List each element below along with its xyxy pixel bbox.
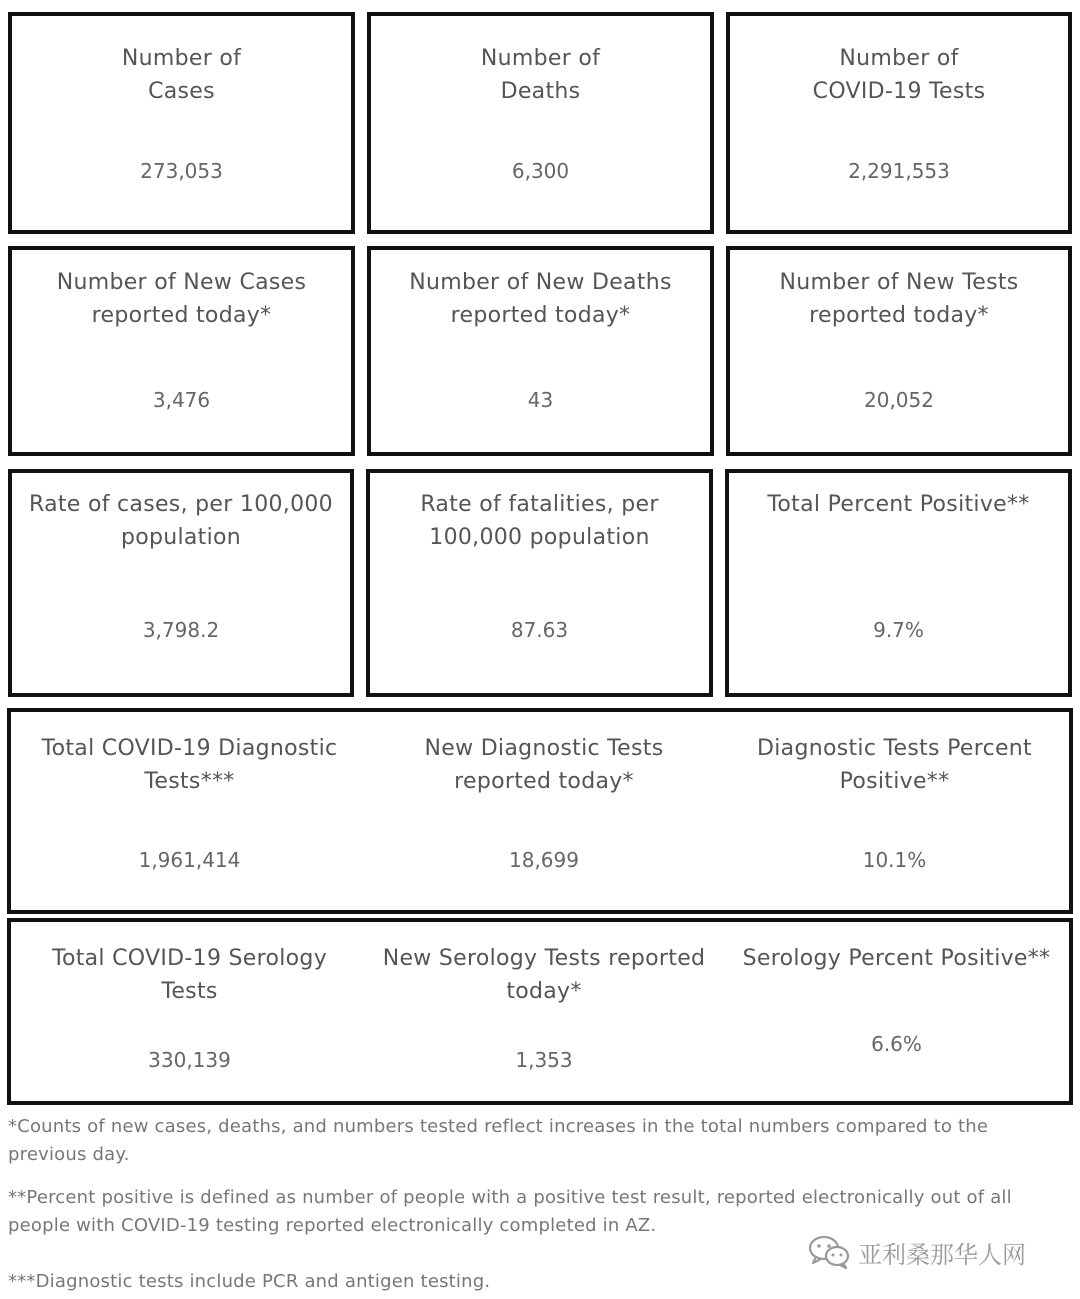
- tile-value: 3,798.2: [142, 618, 220, 642]
- serology-tests-panel: [7, 918, 1073, 1105]
- diagnostic-total-cell: [11, 712, 368, 910]
- tile-label-line2: reported today*: [91, 303, 272, 328]
- footnote-line: **Percent positive is defined as number of people with a positive test result, reported electronically out of all: [8, 1187, 1012, 1208]
- tile-value: 1,961,414: [138, 848, 241, 872]
- tile-label-line1: Number of: [839, 46, 959, 71]
- footnote-line: people with COVID-19 testing reported electronically completed in AZ.: [8, 1215, 657, 1236]
- tile-label-line1: Serology Percent Positive**: [742, 946, 1051, 971]
- tile-label: [729, 488, 1068, 521]
- tile-label: [368, 942, 720, 1008]
- tile-value: 3,476: [152, 388, 211, 412]
- tile-case-rate: [8, 469, 354, 697]
- tile-value: 2,291,553: [848, 159, 950, 183]
- watermark: [808, 1232, 1026, 1272]
- tile-label-line2: COVID-19 Tests: [812, 79, 986, 104]
- tile-label: [12, 488, 350, 554]
- tile-value: 6,300: [511, 159, 570, 183]
- tile-label: [11, 732, 368, 798]
- wechat-icon: [808, 1235, 850, 1269]
- watermark-text: 亚利桑那华人网: [858, 1240, 1026, 1269]
- tile-label-line1: Number of: [480, 46, 601, 71]
- tile-label-line1: Number of New Deaths: [409, 270, 672, 295]
- tile-label: [720, 942, 1073, 975]
- tile-value: 10.1%: [862, 848, 927, 872]
- tile-label: [371, 266, 710, 332]
- tile-label-line2: Tests: [161, 979, 218, 1004]
- tile-label: [371, 42, 710, 108]
- tile-label-line1: Total COVID-19 Serology: [51, 946, 328, 971]
- tile-label-line1: Rate of fatalities, per: [420, 492, 659, 517]
- tile-total-percent-positive: [725, 469, 1072, 697]
- tile-value: 6.6%: [871, 1032, 922, 1056]
- footnote-line: previous day.: [8, 1144, 130, 1165]
- tile-label-line1: Total Percent Positive**: [767, 492, 1030, 517]
- tile-label: [368, 732, 720, 798]
- tile-label: [720, 732, 1069, 798]
- tile-label-line2: today*: [506, 979, 582, 1004]
- tile-new-tests: [726, 246, 1072, 456]
- serology-total-cell: [11, 922, 368, 1101]
- tile-label-line2: Positive**: [839, 769, 950, 794]
- tile-label-line2: reported today*: [450, 303, 631, 328]
- serology-percent-cell: [720, 922, 1073, 1101]
- footnote-diagnostic-tests: [8, 1268, 1058, 1296]
- footnote-line: ***Diagnostic tests include PCR and antigen testing.: [8, 1271, 491, 1292]
- tile-value: 20,052: [864, 388, 934, 412]
- tile-label-line1: Number of: [121, 46, 242, 71]
- tile-label-line2: population: [120, 525, 242, 550]
- tile-label-line1: Total COVID-19 Diagnostic: [41, 736, 338, 761]
- tile-fatality-rate: [366, 469, 713, 697]
- tile-label: [730, 266, 1068, 332]
- tile-label-line1: New Diagnostic Tests: [424, 736, 664, 761]
- tile-label-line2: reported today*: [809, 303, 989, 328]
- tile-value: 43: [527, 388, 554, 412]
- tile-new-cases: [8, 246, 355, 456]
- tile-number-of-deaths: [367, 12, 714, 234]
- serology-new-cell: [368, 922, 720, 1101]
- tile-label: [12, 42, 351, 108]
- diagnostic-tests-panel: [7, 708, 1073, 914]
- tile-label-line1: Rate of cases, per 100,000: [29, 492, 333, 517]
- tile-label-line1: Number of New Tests: [779, 270, 1019, 295]
- footnote-line: *Counts of new cases, deaths, and numbers tested reflect increases in the total numbers compared to the: [8, 1116, 989, 1137]
- tile-value: 273,053: [140, 159, 223, 183]
- tile-label-line1: New Serology Tests reported: [382, 946, 706, 971]
- footnote-new-counts: [8, 1113, 1058, 1169]
- tile-label-line2: Tests***: [144, 769, 235, 794]
- diagnostic-percent-cell: [720, 712, 1069, 910]
- tile-label-line2: reported today*: [454, 769, 634, 794]
- tile-number-of-tests: [726, 12, 1072, 234]
- tile-value: 87.63: [510, 618, 569, 642]
- tile-value: 18,699: [509, 848, 579, 872]
- tile-label-line1: Diagnostic Tests Percent: [757, 736, 1032, 761]
- tile-label: [11, 942, 368, 1008]
- tile-label: [730, 42, 1068, 108]
- tile-label-line2: Cases: [148, 79, 215, 104]
- tile-value: 9.7%: [873, 618, 924, 642]
- tile-label-line2: 100,000 population: [429, 525, 650, 550]
- tile-number-of-cases: [8, 12, 355, 234]
- tile-label: [12, 266, 351, 332]
- tile-value: 330,139: [148, 1048, 231, 1072]
- tile-new-deaths: [367, 246, 714, 456]
- diagnostic-new-cell: [368, 712, 720, 910]
- tile-label-line1: Number of New Cases: [56, 270, 307, 295]
- tile-value: 1,353: [515, 1048, 573, 1072]
- tile-label: [370, 488, 709, 554]
- tile-label-line2: Deaths: [500, 79, 581, 104]
